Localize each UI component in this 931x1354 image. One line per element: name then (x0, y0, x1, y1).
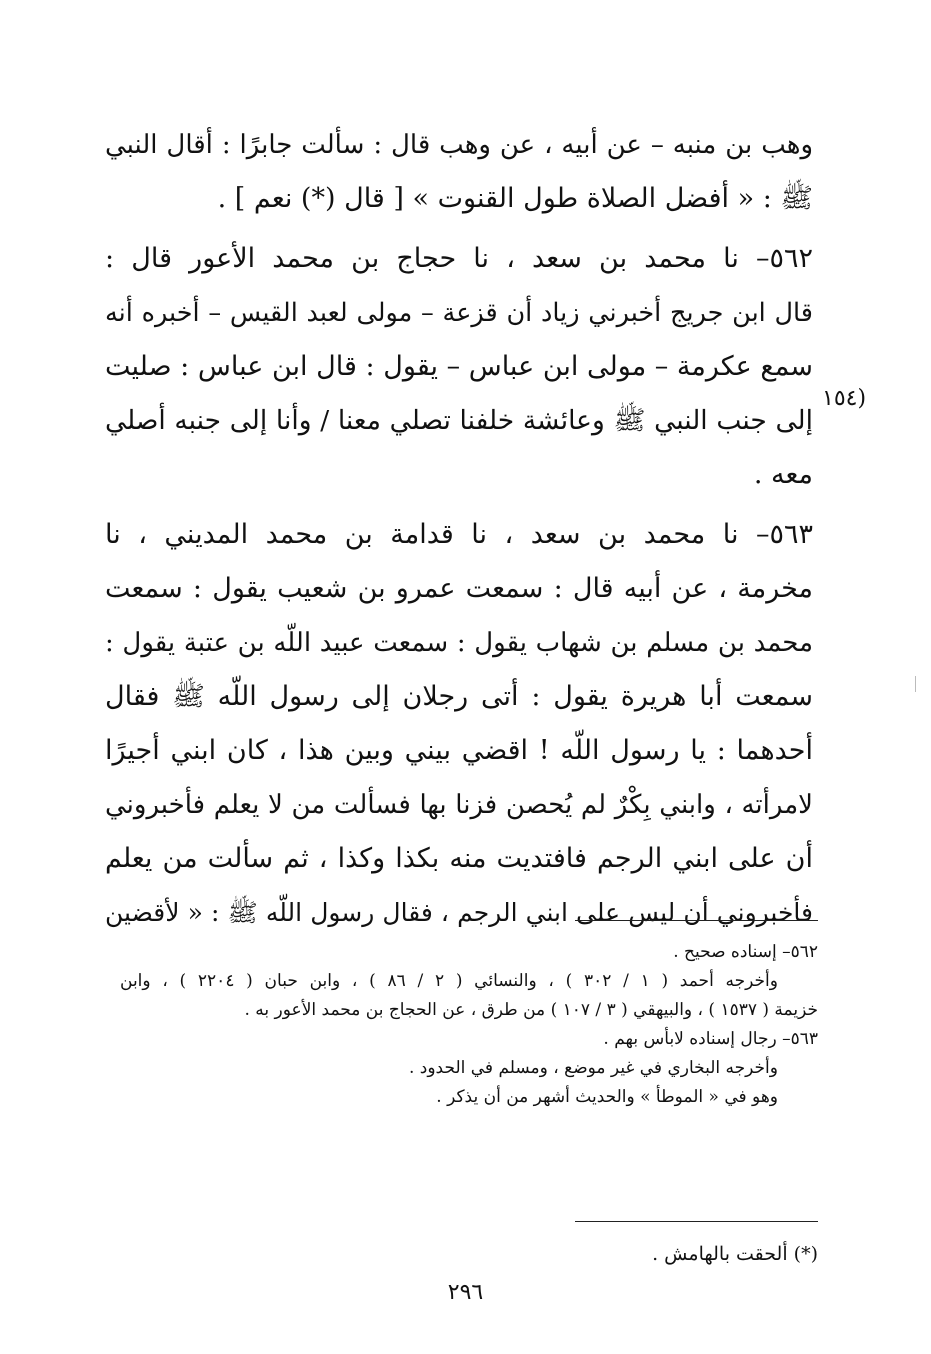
text-line: مخرمة ، عن أبيه قال : سمعت عمرو بن شعيب يقول : سمعت (105, 573, 813, 604)
footnote-line: ٥٦٣– رجال إسناده لابأس بهم . (603, 1029, 818, 1049)
text-line: فأخبروني أن ليس على ابني الرجم ، فقال رسول اللّه ﷺ : « لأقضين (105, 898, 813, 927)
hadith-563-heading: ٥٦٣– نا محمد بن سعد ، نا قدامة بن محمد المديني ، نا (105, 519, 813, 550)
text-line: وهب بن منبه – عن أبيه ، عن وهب قال : سألت جابرًا : أقال النبي (105, 130, 813, 160)
footnote-line: وأخرجه أحمد ( ١ / ٣٠٢ ) ، والنسائي ( ٢ / ٨٦ ) ، وابن حبان ( ٢٢٠٤ ) ، وابن (120, 971, 778, 991)
footnote-divider (575, 920, 818, 921)
text-line: محمد بن مسلم بن شهاب يقول : سمعت عبيد اللّه بن عتبة يقول : (105, 628, 813, 658)
text-line: سمع عكرمة – مولى ابن عباس – يقول : قال ابن عباس : صليت (105, 351, 813, 382)
footnote-line: وأخرجه البخاري في غير موضع ، ومسلم في الحدود . (408, 1058, 778, 1078)
main-text (105, 118, 813, 940)
text-line: قال ابن جريج أخبرني زياد أن قزعة – مولى لعبد القيس – أخبره أنه (105, 298, 813, 328)
text-line: أن على ابني الرجم فافتديت منه بكذا وكذا ، ثم سألت من يعلم (105, 843, 813, 874)
footnote-line: خزيمة ( ١٥٣٧ ) ، والبيهقي ( ٣ / ١٠٧ ) من طرق ، عن الحجاج بن محمد الأعور به . (244, 1000, 818, 1020)
editor-note-divider (575, 1221, 818, 1222)
text-line: معه . (753, 459, 813, 490)
editor-note: (*) ألحقت بالهامش . (652, 1243, 818, 1265)
footnote-line: ٥٦٢– إسناده صحيح . (673, 942, 818, 962)
manuscript-folio-marker: (١٥٤ (822, 386, 867, 411)
text-line: سمعت أبا هريرة يقول : أتى رجلان إلى رسول اللّه ﷺ فقال (105, 681, 813, 712)
text-line: أحدهما : يا رسول اللّه ! اقضي بيني وبين هذا ، كان ابني أجيرًا (105, 735, 813, 766)
scan-mark (915, 676, 916, 692)
text-line: إلى جنب النبي ﷺ وعائشة خلفنا تصلي معنا / وأنا إلى جنبه أصلي (105, 405, 813, 436)
page-number: ٢٩٦ (447, 1280, 484, 1305)
hadith-562-heading: ٥٦٢– نا محمد بن سعد ، نا حجاج بن محمد الأعور قال : (105, 243, 813, 274)
footnotes (120, 938, 818, 1112)
footnote-line: وهو في « الموطأ » والحديث أشهر من أن يذكر . (436, 1087, 778, 1107)
text-line: لامرأته ، وابني بِكْرٌ لم يُحصن فزنا بها فسألت من لا يعلم فأخبروني (105, 790, 813, 820)
text-line: ﷺ : « أفضل الصلاة طول القنوت » [ قال (*) نعم ] . (217, 183, 813, 214)
